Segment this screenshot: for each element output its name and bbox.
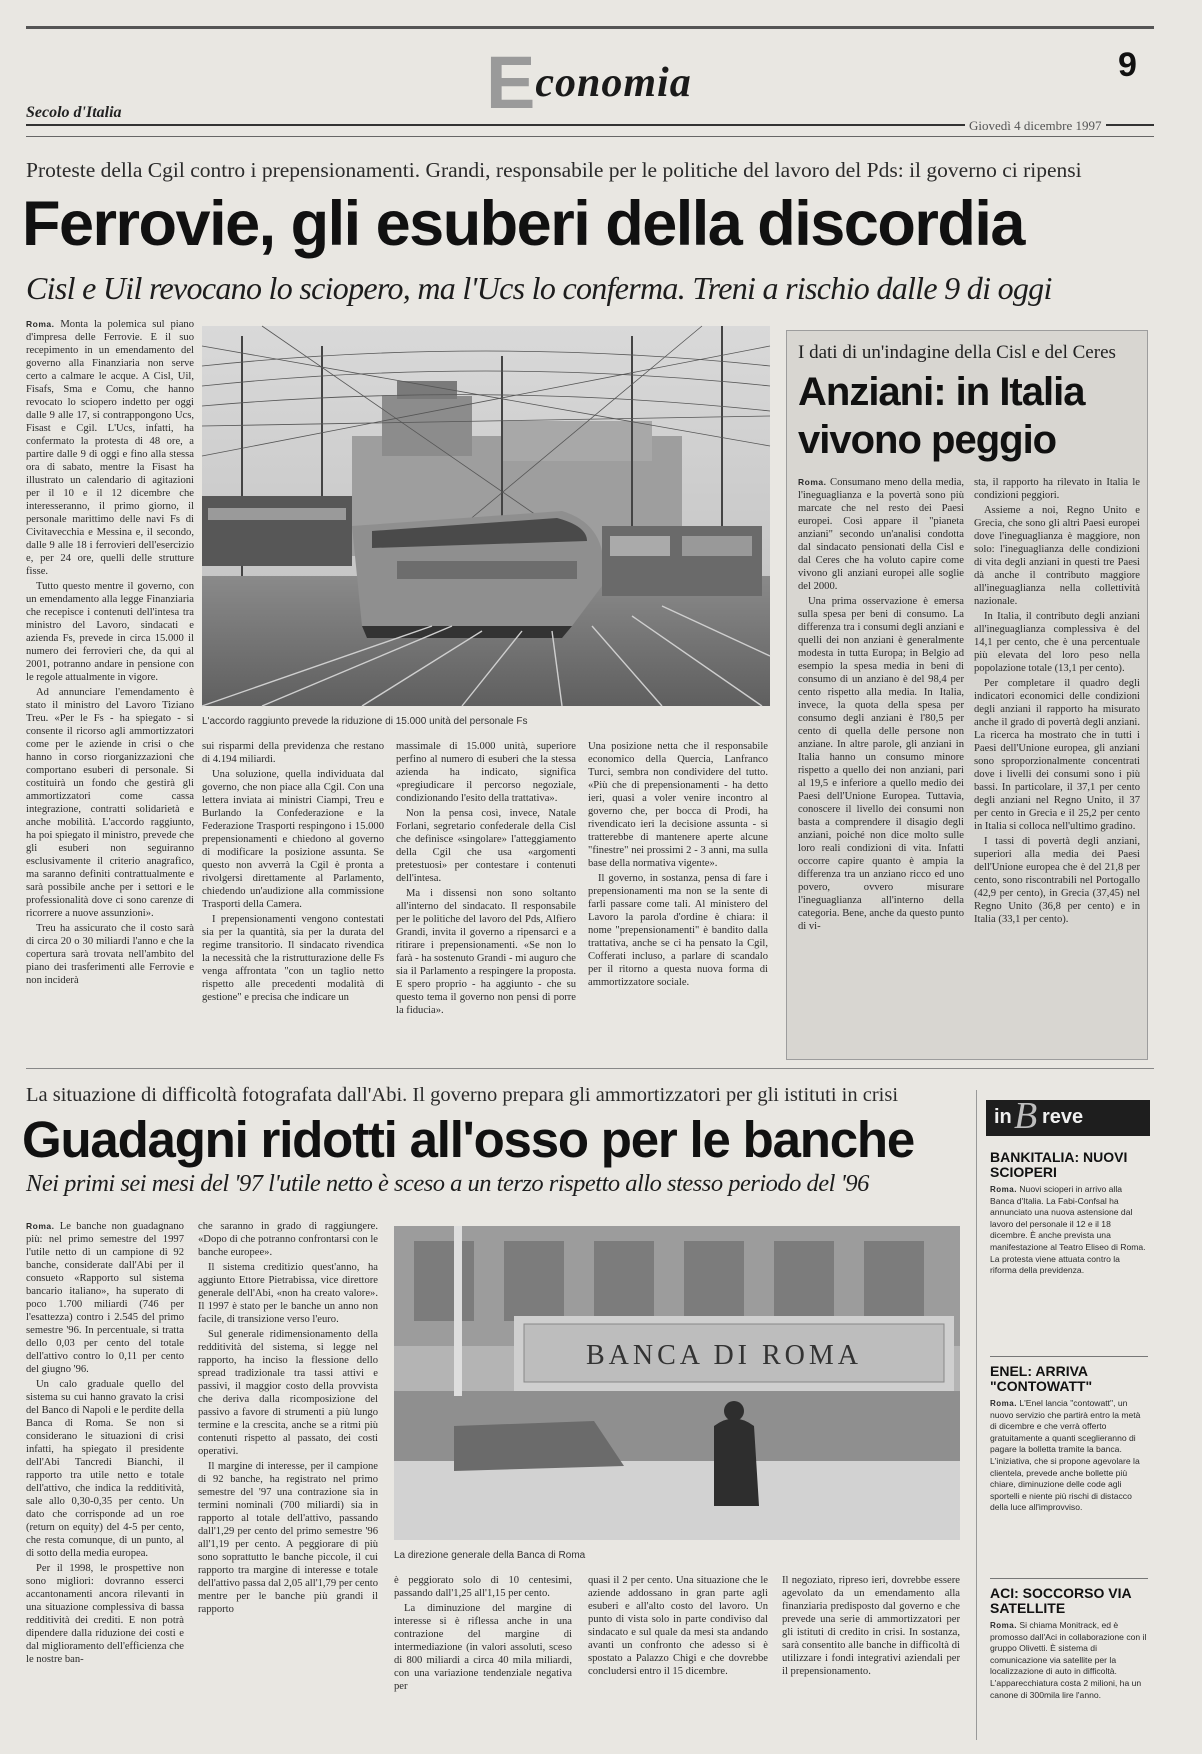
train-photo [202, 326, 770, 706]
brief-divider-1 [990, 1356, 1148, 1357]
train-photo-caption: L'accordo raggiunto prevede la riduzione di 15.000 unità del personale Fs [202, 716, 528, 727]
brief-dateline-3: Roma. [990, 1621, 1017, 1630]
ferrovie-text-3b: Non la pensa così, invece, Natale Forlani, segretario confederale della Cisl che definisce «singolare» l'atteggiamento della Cgil che usa «argomenti pretestuosi» per contestare i contenuti dell'intesa. [396, 808, 576, 884]
top-rule [26, 26, 1154, 29]
brief-title-1: BANKITALIA: NUOVI SCIOPERI [990, 1149, 1128, 1180]
banche-col-4 [588, 1574, 768, 1740]
banche-text-1b: Un calo graduale quello del sistema su cui hanno gravato la crisi del Banco di Napoli e le perdite della Banca di Roma. Se non si considerano le situazioni di crisi infatti, ha spiegato il presidente dell'Abi Tancredi Bianchi, il rapporto tra utile netto e totale dell'attivo, che indica la redditività, sale allo 0,30-0,35 per cento. Un dato che corrisponde ad un roe (return on equity) del 4-5 per cento, che resta comunque, di un punto, al di sotto della media europea. [26, 1379, 184, 1559]
ferrovie-text-4: Una posizione netta che il responsabile economico della Quercia, Lanfranco Turci, sembra non condividere del tutto. «Più che di prepensionamenti - ha detto ieri, quasi a voler venire incontro al governo che, per bocca di Prodi, ha rivendicato ieri la decisione assunta - si tratterebbe di mantenere aperte alcune "finestre" nei prossimi 2 - 3 anni, ma sulla base della normativa vigente». [588, 741, 768, 869]
banche-col-1 [26, 1220, 184, 1740]
banche-text-2b: Il sistema creditizio quest'anno, ha aggiunto Ettore Pietrabissa, vice direttore generale dell'Abi, «non ha creato valore». Il 1997 è stato per le banche un anno non facile, di transizione verso l'euro. [198, 1262, 378, 1325]
anziani-col-1 [798, 476, 964, 1056]
section-divider [26, 1068, 1154, 1069]
banche-text-4: quasi il 2 per cento. Una situazione che le aziende addossano in gran parte agli esuberi e all'alto costo del lavoro. Un punto di vista solo in parte condiviso dal sindacato e sul quale da mesi sta andando avanti un confronto che adesso si è spostato a Palazzo Chigi e che dovrebbe concludersi entro il 15 dicembre. [588, 1575, 768, 1677]
brief-item-1 [990, 1150, 1148, 1277]
anziani-kicker: I dati di un'indagine della Cisl e del Ceres [798, 342, 1116, 363]
ferrovie-text-1: Monta la polemica sul piano d'impresa delle Ferrovie. E il suo recepimento in un emendamento del governo alla Finanziaria non serve certo a calmare le acque. A Cisl, Uil, Fisafs, Sma e Comu, che hanno revocato lo sciopero indetto per oggi dalle 9 alle 17, si contrappongono Ucs, Fisast e Cgil. L'Ucs, infatti, ha confermato la protesta di 48 ore, a partire dalle 9 di oggi e fino alla stessa ora di sabato, mentre la Fisast ha illustrato un calendario di agitazioni per il 10 e il 12 dicembre che interesseranno, il primo giorno, il personale marittimo delle navi Fs di Civitavecchia e Messina e, il secondo, dalle 9 alle 18 i ferrovieri dell'esercizio e, per 24 ore, quelli delle strutture fisse. [26, 319, 195, 577]
anziani-text-2d: Per completare il quadro degli indicatori economici delle condizioni degli anziani il rapporto ha misurato anche il grado di povertà degli anziani. La ricerca ha mostrato che in tutti i Paesi dell'Unione europea, gli anziani sono sproporzionalmente concentrati dove i livelli dei consumi sono i più bassi. In particolare, il 37,1 per cento degli anziani nel Regno Unito, il 37 per cento in Grecia e il 25,2 per cento in Italia si colloca nell'ultimo gradino. [974, 678, 1140, 832]
banche-text-3b: La diminuzione del margine di interesse si è riflessa anche in una contrazione del margine di intermediazione (in valori assoluti, sceso di 800 miliardi a circa 40 mila miliardi, con una variazione tendenziale negativa per [394, 1603, 572, 1692]
banche-text-5: Il negoziato, ripreso ieri, dovrebbe essere agevolato da un emendamento alla finanziaria predisposto dal governo e che prevede una serie di ammortizzatori per gli istituti di credito in crisi. In sostanza, sarà consentito alle banche in difficoltà di utilizzare i fondi integrativi aziendali per il prepensionamento. [782, 1575, 960, 1677]
anziani-text-2e: I tassi di povertà degli anziani, superiori alla media dei Paesi dell'Unione europea che è del 21,8 per cento, sono riscontrabili nel Portogallo (42,9 per cento), in Grecia (37,45) nel Regno Unito (36,8 per cento) e in Italia (33,1 per cento). [974, 836, 1140, 925]
banche-text-1c: Per il 1998, le prospettive non sono migliori: dovranno esserci accantonamenti ancora rilevanti in una situazione complessiva di bassa redditività dei crediti. E non potrà dipendere dalla riduzione dei costi e dal miglioramento dell'efficienza che le nostre ban- [26, 1563, 184, 1665]
banche-text-2: che saranno in grado di raggiungere. «Dopo di che potranno confrontarsi con le banche europee». [198, 1221, 378, 1258]
banche-kicker: La situazione di difficoltà fotografata dall'Abi. Il governo prepara gli ammortizzatori per gli istituti in crisi [26, 1084, 899, 1106]
bank-sign-text: BANCA DI ROMA [585, 1340, 863, 1371]
anziani-text-2: sta, il rapporto ha rilevato in Italia le condizioni peggiori. [974, 477, 1140, 501]
ferrovie-headline: Ferrovie, gli esuberi della discordia [22, 189, 1024, 259]
masthead-rule-thin [26, 136, 1154, 137]
ferrovie-text-2c: I prepensionamenti vengono contestati sia per la quantità, sia per la durata del regime transitorio. Il sindacato rivendica la necessità che la ristrutturazione delle Fs venga affrontata "con un taglio netto rispetto alle precedenti modalità di gestione" e precisa che indicare un [202, 914, 384, 1003]
bank-photo-svg [394, 1226, 960, 1540]
brief-body-2: L'Enel lancia "contowatt", un nuovo servizio che partirà entro la metà di dicembre e che verrà offerto gratuitamente a quanti sceglieranno di pagare la bolletta tramite la banca. L'iniziativa, che si propone agevolare la clientela, prevede anche bollette più chiare, diminuzione delle code agli sportelli e niente più rischi di distacco della luce all'improvviso. [990, 1398, 1141, 1513]
anziani-col-2 [974, 476, 1140, 1056]
ferrovie-dateline: Roma. [26, 319, 55, 329]
brief-body-1: Nuovi scioperi in arrivo alla Banca d'Italia. La Fabi-Confsal ha annunciato una nuova astensione dal lavoro del personale il 12 e il 18 dicembre. È anche prevista una manifestazione al Teatro Eliseo di Roma. La protesta viene attuata contro la riforma della previdenza. [990, 1184, 1146, 1276]
in-breve-rest: reve [1042, 1106, 1084, 1128]
anziani-text-1b: Una prima osservazione è emersa sulla spesa per beni di consumo. La differenza tra i consumi degli anziani e quelli dei non anziani è generalmente modesta in tutta Europa; in Belgio ad esempio la spesa media in beni di consumo di un anziano è del 98,4 per cento rispetto alla media. In Italia, invece, la quota della spesa per consumo degli anziani è l'80,5 per cento di quella delle persone non anziane. In altre parole, gli anziani in Italia hanno un consumo minore rispetto a quello dei non anziani, pari al 19,5 e inferiore a quello medio dei Paesi dell'Unione Europea. Tuttavia, conoscere il livello dei consumi non basta a comprendere il disagio degli anziani, poiché non dice molto sulle loro reali condizioni di vita. Infatti occorre capire quanto è ampia la differenza tra un anziano ricco ed uno povero, ovvero misurare l'ineguaglianza all'interno della categoria. Bene, anche da questo punto di vi- [798, 596, 964, 932]
section-initial: E [486, 41, 536, 124]
ferrovie-kicker: Proteste della Cgil contro i prepensionamenti. Grandi, responsabile per le politiche del lavoro del Pds: il governo ci ripensi [26, 158, 1082, 182]
brief-divider-2 [990, 1578, 1148, 1579]
bank-photo [394, 1226, 960, 1540]
anziani-text-2c: In Italia, il contributo degli anziani all'ineguaglianza complessiva è del 14,1 per cento, che è una percentuale più elevata del loro peso nella popolazione totale (13,1 per cento). [974, 611, 1140, 674]
ferrovie-text-2b: Una soluzione, quella individuata dal governo, che non piace alla Cgil. Con una lettera inviata ai ministri Ciampi, Treu e Burlando la Confederazione e la Federazione Trasporti respingono i 15.000 prepensionamenti e chiedono al governo di modificare la posizione assunta. Se questo non avverrà la Cgil è pronta a rivolgersi direttamente al Parlamento, chiedendo un'audizione alla commissione Trasporti della Camera. [202, 769, 384, 910]
brief-dateline-2: Roma. [990, 1399, 1017, 1408]
brief-dateline-1: Roma. [990, 1185, 1017, 1194]
ferrovie-text-3c: Ma i dissensi non sono soltanto all'interno del sindacato. Il responsabile per le politiche del lavoro del Pds, Alfiero Grandi, invita il governo a ripensarci e a ritirare i prepensionamenti. «Se non lo farà - ha sostenuto Grandi - mi auguro che sia il Parlamento a respingere la proposta. E spero proprio - ha aggiunto - che su questo tema il governo non pensi di porre la fiducia». [396, 888, 576, 1016]
section-title [486, 40, 692, 125]
ferrovie-text-1d: Treu ha assicurato che il costo sarà di circa 20 o 30 miliardi l'anno e che la copertura sarà trovata nell'ambito del piano dei trasferimenti alle Ferrovie e non inciderà [26, 923, 194, 986]
bank-photo-caption: La direzione generale della Banca di Roma [394, 1550, 586, 1561]
banche-dateline: Roma. [26, 1221, 55, 1231]
banche-text-2d: Il margine di interesse, per il campione di 92 banche, ha registrato nel primo semestre del '97 una contrazione sia in termini nominali (700 miliardi) sia in rapporto al totale dell'attivo, passando dall'1,29 per cento del primo semestre '96 all'1,19 per cento. A peggiorare di più sono soprattutto le banche piccole, il cui rapporto tra margine di interesse e totale dell'attivo passa dal 2,05 all'1,79 per cento mentre per le banche più grandi il rapporto [198, 1461, 378, 1615]
anziani-dateline: Roma. [798, 477, 827, 487]
anziani-text-1: Consumano meno della media, l'ineguaglianza e la povertà sono più marcate che nel resto dei Paesi europei. Così appare il "pianeta anziani" secondo un'analisi condotta dal sindacato pensionati della Cisl e dal Ceres che ha voluto capire come vivono gli anziani europei alle soglie del 2000. [798, 477, 964, 592]
banche-col-5 [782, 1574, 960, 1740]
issue-date: Giovedì 4 dicembre 1997 [965, 118, 1106, 134]
banche-text-2c: Sul generale ridimensionamento della redditività del sistema, si legge nel rapporto, ha inciso la flessione dello spread tradizionale tra tassi attivi e passivi, il maggior costo della provvista che deriva dalla ricomposizione del passivo a favore di strumenti a più lungo termine e la crescita, anche se a ritmi più contenuti rispetto al passato, dei costi operativi. [198, 1329, 378, 1457]
ferrovie-col-1 [26, 318, 195, 986]
banche-col-3 [394, 1574, 572, 1740]
section-rest: conomia [535, 60, 692, 106]
ferrovie-text-1c: Ad annunciare l'emendamento è stato il ministro del Lavoro Tiziano Treu. «Per le Fs - ha spiegato - si consente il ricorso agli ammortizzatori come per le aziende in crisi o che hanno in corso riorganizzazioni che comportano esuberi di personale. Si costituirà un fondo che gestirà gli ammortizzatori come cassa integrazione, contratti solidarietà e anche mobilità. L'accordo raggiunto, ha poi spiegato il ministro, prevede che gli esuberi non seguiranno esclusivamente il criterio anagrafico, ma saranno definiti contrattualmente e sarà possibile anche per i settori e le professionalità dove ci sono carenze di ricorrere a nuove assunzioni». [26, 687, 194, 919]
ferrovie-subheadline: Cisl e Uil revocano lo sciopero, ma l'Ucs lo conferma. Treni a rischio dalle 9 di oggi [26, 270, 1052, 306]
brief-item-3 [990, 1586, 1148, 1701]
banche-col-2 [198, 1220, 378, 1740]
ferrovie-text-1b: Tutto questo mentre il governo, con un emendamento alla legge Finanziaria che recepisce i contenuti dell'intesa tra ministro del Lavoro, sindacati e azienda Fs, prevede in circa 15.000 il numero dei ferrovieri che, da qui al 2001, potranno andare in pensione con le regole attualmente in vigore. [26, 581, 194, 683]
anziani-text-2b: Assieme a noi, Regno Unito e Grecia, che sono gli altri Paesi europei dove l'ineguaglianza è maggiore, non solo: l'ineguaglianza delle condizioni di vita degli anziani in questi tre Paesi dà anche il contributo maggiore all'ineguaglianza nella collettività nazionale. [974, 505, 1140, 607]
in-breve-badge [986, 1095, 1150, 1137]
brief-title-2: ENEL: ARRIVA "CONTOWATT" [990, 1363, 1093, 1394]
ferrovie-text-3: massimale di 15.000 unità, superiore perfino al numero di esuberi che la stessa azienda ha indicato, significa «pregiudicare il percorso negoziale, condizionando l'esito della trattativa». [396, 741, 576, 804]
page-number: 9 [1118, 46, 1137, 84]
brief-item-2 [990, 1364, 1148, 1514]
banche-headline: Guadagni ridotti all'osso per le banche [22, 1111, 914, 1168]
ferrovie-text-2: sui risparmi della previdenza che restano di 4.194 miliardi. [202, 741, 384, 765]
train-photo-svg [202, 326, 770, 706]
banche-subheadline: Nei primi sei mesi del '97 l'utile netto è sceso a un terzo rispetto allo stesso periodo del '96 [26, 1170, 869, 1197]
banche-text-3: è peggiorato solo di 10 centesimi, passando dall'1,25 all'1,15 per cento. [394, 1575, 572, 1599]
ferrovie-text-4b: Il governo, in sostanza, pensa di fare i prepensionamenti ma non se la sente di farli passare come tali. Al ministero del Lavoro la parola d'ordine è chiara: il nome "prepensionamenti" è bandito dalla trattativa, anche se ci ha pensato la Cgil, Cofferati incluso, a parlare di scandalo per il ritorno a questa nuova forma di ammortizzatore sociale. [588, 873, 768, 988]
brief-title-3: ACI: SOCCORSO VIA SATELLITE [990, 1585, 1132, 1616]
in-breve-b: B [1014, 1095, 1038, 1137]
brief-body-3: Si chiama Monitrack, ed è promosso dall'Aci in collaborazione con il gruppo Olivetti. È sistema di comunicazione via satellite per la localizzazione di auto in difficoltà. L'apparecchiatura costa 2 milioni, ha un canone di 300mila lire l'anno. [990, 1620, 1147, 1700]
anziani-headline: Anziani: in Italia vivono peggio [798, 370, 1085, 462]
banche-text-1: Le banche non guadagnano più: nel primo semestre del 1997 l'utile netto di un campione di 92 banche, considerate dall'Abi per il consueto «Rapporto sul sistema bancario italiano», ha superato di poco 1.700 miliardi (746 per l'esattezza) contro i 2.545 del primo semestre '96. In percentuale, si tratta dello 0,03 per cento del totale dell'attivo contro lo 0,11 per cento del giugno '96. [26, 1221, 184, 1375]
in-breve-in: in [994, 1106, 1012, 1128]
newspaper-name: Secolo d'Italia [26, 104, 122, 121]
